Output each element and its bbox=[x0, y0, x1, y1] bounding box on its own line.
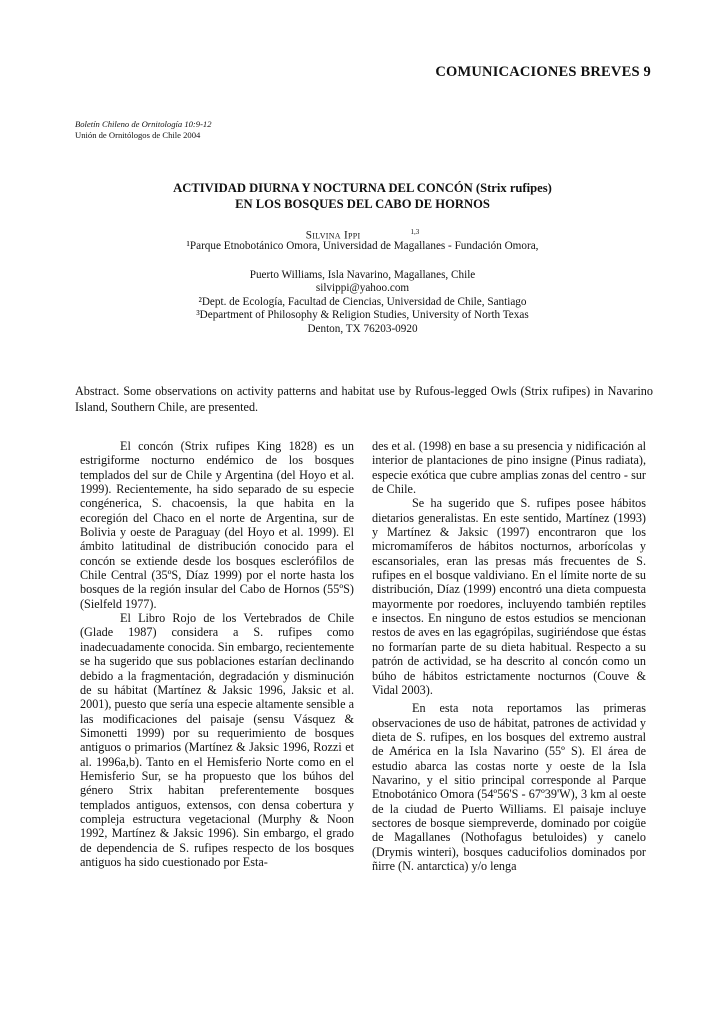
journal-line-2: Unión de Ornitólogos de Chile 2004 bbox=[75, 130, 201, 140]
article-title bbox=[60, 180, 665, 212]
author-block bbox=[60, 226, 665, 337]
title-line-2: EN LOS BOSQUES DEL CABO DE HORNOS bbox=[235, 197, 490, 211]
author-line bbox=[60, 226, 665, 240]
affiliation-1: ¹Parque Etnobotánico Omora, Universidad de Magallanes - Fundación Omora, bbox=[186, 240, 539, 252]
affiliation-3: ³Department of Philosophy & Religion Studies, University of North Texas bbox=[196, 309, 529, 322]
title-line-1: ACTIVIDAD DIURNA Y NOCTURNA DEL CONCÓN (Strix rufipes) bbox=[173, 181, 552, 195]
paragraph: El Libro Rojo de los Vertebrados de Chile (Glade 1987) considera a S. rufipes como inadecuadamente conocida. Sin embargo, recientemente se ha sugerido que sus poblaciones estarían declinando debido a la fragmentación, degradación y disminución de su hábitat (Martínez & Jaksic 1996, Jaksic et al. 2001), puesto que sería una especie altamente sensible a las modificaciones del paisaje (sensu Vásquez & Simonetti 1999) por su requerimiento de bosques antiguos o primarios (Martínez & Jaksic 1996, Rozzi et al. 1996a,b). Tanto en el Hemisferio Norte como en el Hemisferio Sur, se ha propuesto que los búhos del género Strix habitan preferentemente bosques templados antiguos, extensos, con densa cobertura y compleja estructura vegetacional (Murphy & Noon 1992, Martínez & Jaksic 1996). Sin embargo, el grado de dependencia de S. rufipes respecto de los bosques antiguos ha sido cuestionado por Esta- bbox=[80, 611, 354, 869]
journal-line-1: Boletín Chileno de Ornitología 10:9-12 bbox=[75, 119, 212, 129]
author-name: Silvina Ippi bbox=[305, 229, 361, 242]
paragraph: En esta nota reportamos las primeras observaciones de uso de hábitat, patrones de actividad y dieta de S. rufipes, en los bosques del extremo austral de América en la Isla Navarino (55º S). El área de estudio abarca las costas norte y oeste de la Isla Navarino, y el sitio principal corresponde al Parque Etnobotánico Omora (54º56'S - 67º39'W), 3 km al oeste de la ciudad de Puerto Williams. El paisaje incluye sectores de bosque siempreverde, dominado por coigüe de Magallanes (Nothofagus betuloides) y canelo (Drymis winteri), bosques caducifolios dominados por ñirre (N. antarctica) y/o lenga bbox=[372, 701, 646, 873]
paragraph: El concón (Strix rufipes King 1828) es un estrigiforme nocturno endémico de los bosques templados del sur de Chile y Argentina (del Hoyo et al. 1999). Recientemente, ha sido separado de su especie congénerica, S. chacoensis, la que habita en la ecoregión del Chaco en el norte de Argentina, sur de Bolivia y oeste de Paraguay (del Hoyo et al. 1999). El ámbito latitudinal de distribución conocido para el concón se extiende desde los bosques esclerófilos de Chile Central (35ºS, Díaz 1999) por el norte hasta los bosques de la región insular del Cabo de Hornos (55ºS) (Sielfeld 1977). bbox=[80, 439, 354, 611]
author-superscript: 1,3 bbox=[410, 228, 420, 236]
affiliation-3-address: Denton, TX 76203-0920 bbox=[307, 322, 418, 335]
running-head: COMUNICACIONES BREVES 9 bbox=[435, 64, 651, 80]
body-column-left bbox=[80, 439, 354, 869]
affiliation-1-address: Puerto Williams, Isla Navarino, Magallanes, Chile bbox=[249, 268, 476, 281]
body-column-right bbox=[372, 439, 646, 873]
paragraph: Se ha sugerido que S. rufipes posee hábitos dietarios generalistas. En este sentido, Martínez (1993) y Martínez & Jaksic (1997) encontraron que los micromamíferos de hábitos nocturnos, arborícolas y escansoriales, eran las presas más frecuentes de S. rufipes en el bosque valdiviano. En el límite norte de su distribución, Díaz (1999) encontró una dieta compuesta mayormente por roedores, incluyendo también reptiles e insectos. En ninguno de estos estudios se mencionan restos de aves en las egagrópilas, sugiriéndose que éstas no formarían parte de su dieta habitual. Respecto a su patrón de actividad, se ha descrito al concón como un búho de hábitos estrictamente nocturnos (Couve & Vidal 2003). bbox=[372, 496, 646, 697]
abstract: Abstract. Some observations on activity patterns and habitat use by Rufous-legged Owls (Strix rufipes) in Navarino Island, Southern Chile, are presented. bbox=[75, 384, 653, 414]
affiliation-2: ²Dept. de Ecología, Facultad de Ciencias, Universidad de Chile, Santiago bbox=[198, 295, 527, 308]
author-email: silvippi@yahoo.com bbox=[315, 282, 410, 295]
journal-citation bbox=[75, 119, 212, 141]
paragraph: des et al. (1998) en base a su presencia y nidificación al interior de plantaciones de pino insigne (Pinus radiata), especie exótica que cubre amplias zonas del centro - sur de Chile. bbox=[372, 439, 646, 497]
